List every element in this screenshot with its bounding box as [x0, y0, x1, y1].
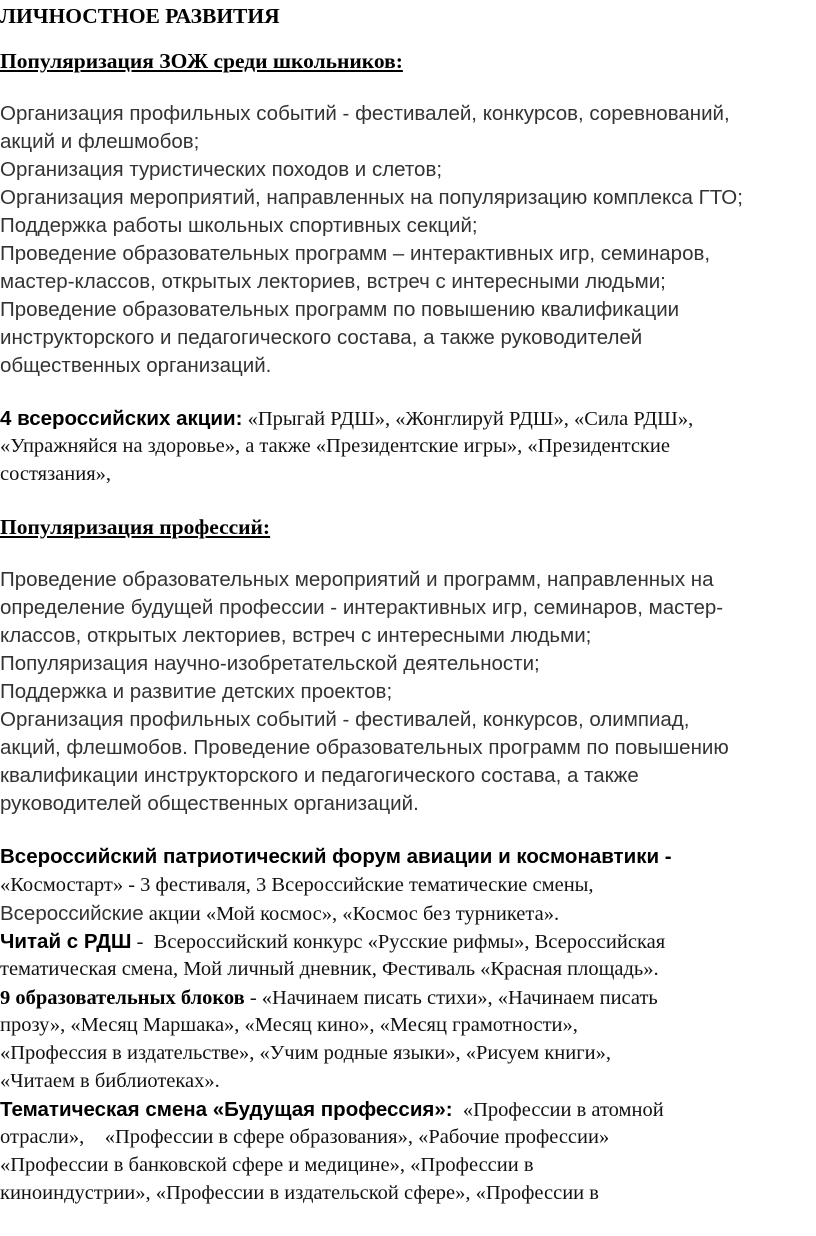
paragraph-line: Поддержка и развитие детских проектов; [0, 680, 393, 703]
forum-line: «Космостарт» - 3 фестиваля, 3 Всероссийские тематические смены, [0, 874, 594, 896]
paragraph-line: Проведение образовательных программ – интерактивных игр, семинаров, [0, 242, 711, 265]
paragraph-line: Проведение образовательных мероприятий и программ, направленных на [0, 568, 714, 591]
paragraph-line: определение будущей профессии - интерактивных игр, семинаров, мастер- [0, 596, 724, 619]
paragraph-line: общественных организаций. [0, 354, 272, 377]
paragraph-line: Организация профильных событий - фестивалей, конкурсов, олимпиад, [0, 708, 690, 731]
shift-label: Тематическая смена «Будущая профессия»: [0, 1098, 453, 1121]
read-text: - Всероссийский конкурс «Русские рифмы», Всероссийская [131, 931, 666, 953]
blocks-line [0, 983, 658, 1012]
blocks-line: «Профессия в издательстве», «Учим родные языки», «Рисуем книги», [0, 1042, 611, 1064]
page-title: ЛИЧНОСТНОЕ РАЗВИТИЯ [0, 4, 280, 28]
paragraph-line: акций и флешмобов; [0, 130, 200, 153]
shift-line: «Профессии в банковской сфере и медицине», «Профессии в [0, 1154, 534, 1176]
blocks-line: прозу», «Месяц Маршака», «Месяц кино», «Месяц грамотности», [0, 1014, 578, 1036]
paragraph-line: Популяризация научно-изобретательской деятельности; [0, 652, 540, 675]
shift-line [0, 1095, 664, 1124]
blocks-line: «Читаем в библиотеках». [0, 1070, 220, 1092]
forum-text: Всероссийские [0, 902, 144, 925]
section-heading-healthy-lifestyle: Популяризация ЗОЖ среди школьников: [0, 49, 403, 73]
paragraph-line: руководителей общественных организаций. [0, 792, 419, 815]
blocks-text: - «Начинаем писать стихи», «Начинаем писать [244, 987, 658, 1009]
read-line: тематическая смена, Мой личный дневник, Фестиваль «Красная площадь». [0, 958, 659, 980]
paragraph-line: инструкторского и педагогического состава, а также руководителей [0, 326, 643, 349]
paragraph-line: квалификации инструкторского и педагогического состава, а также [0, 764, 639, 787]
paragraph-line: классов, открытых лекториев, встреч с интересными людьми; [0, 624, 592, 647]
forum-line [0, 899, 559, 928]
actions-label: 4 всероссийских акции: [0, 407, 243, 430]
section-heading-professions: Популяризация профессий: [0, 515, 271, 539]
read-line [0, 927, 665, 956]
forum-text: акции «Мой космос», «Космос без турникета». [143, 903, 560, 925]
forum-title: Всероссийский патриотический форум авиации и космонавтики - [0, 845, 672, 868]
paragraph-line: Организация профильных событий - фестивалей, конкурсов, соревнований, [0, 102, 730, 125]
paragraph-line: Проведение образовательных программ по повышению квалификации [0, 298, 680, 321]
paragraph-line: Организация туристических походов и слетов; [0, 158, 443, 181]
shift-line: киноиндустрии», «Профессии в издательской сфере», «Профессии в [0, 1182, 599, 1204]
actions-line: «Упражняйся на здоровье», а также «Президентские игры», «Президентские [0, 435, 670, 457]
actions-line [0, 404, 693, 433]
read-label: Читай с РДШ [0, 930, 132, 953]
shift-text: «Профессии в атомной [452, 1099, 664, 1121]
blocks-label: 9 образовательных блоков [0, 987, 245, 1009]
shift-line: отрасли», «Профессии в сфере образования», «Рабочие профессии» [0, 1126, 610, 1148]
paragraph-line: Поддержка работы школьных спортивных секций; [0, 214, 478, 237]
actions-line: состязания», [0, 463, 112, 485]
paragraph-line: Организация мероприятий, направленных на популяризацию комплекса ГТО; [0, 186, 743, 209]
paragraph-line: акций, флешмобов. Проведение образовательных программ по повышению [0, 736, 729, 759]
actions-text: «Прыгай РДШ», «Жонглируй РДШ», «Сила РДШ», [242, 408, 694, 430]
paragraph-line: мастер-классов, открытых лекториев, встреч с интересными людьми; [0, 270, 666, 293]
